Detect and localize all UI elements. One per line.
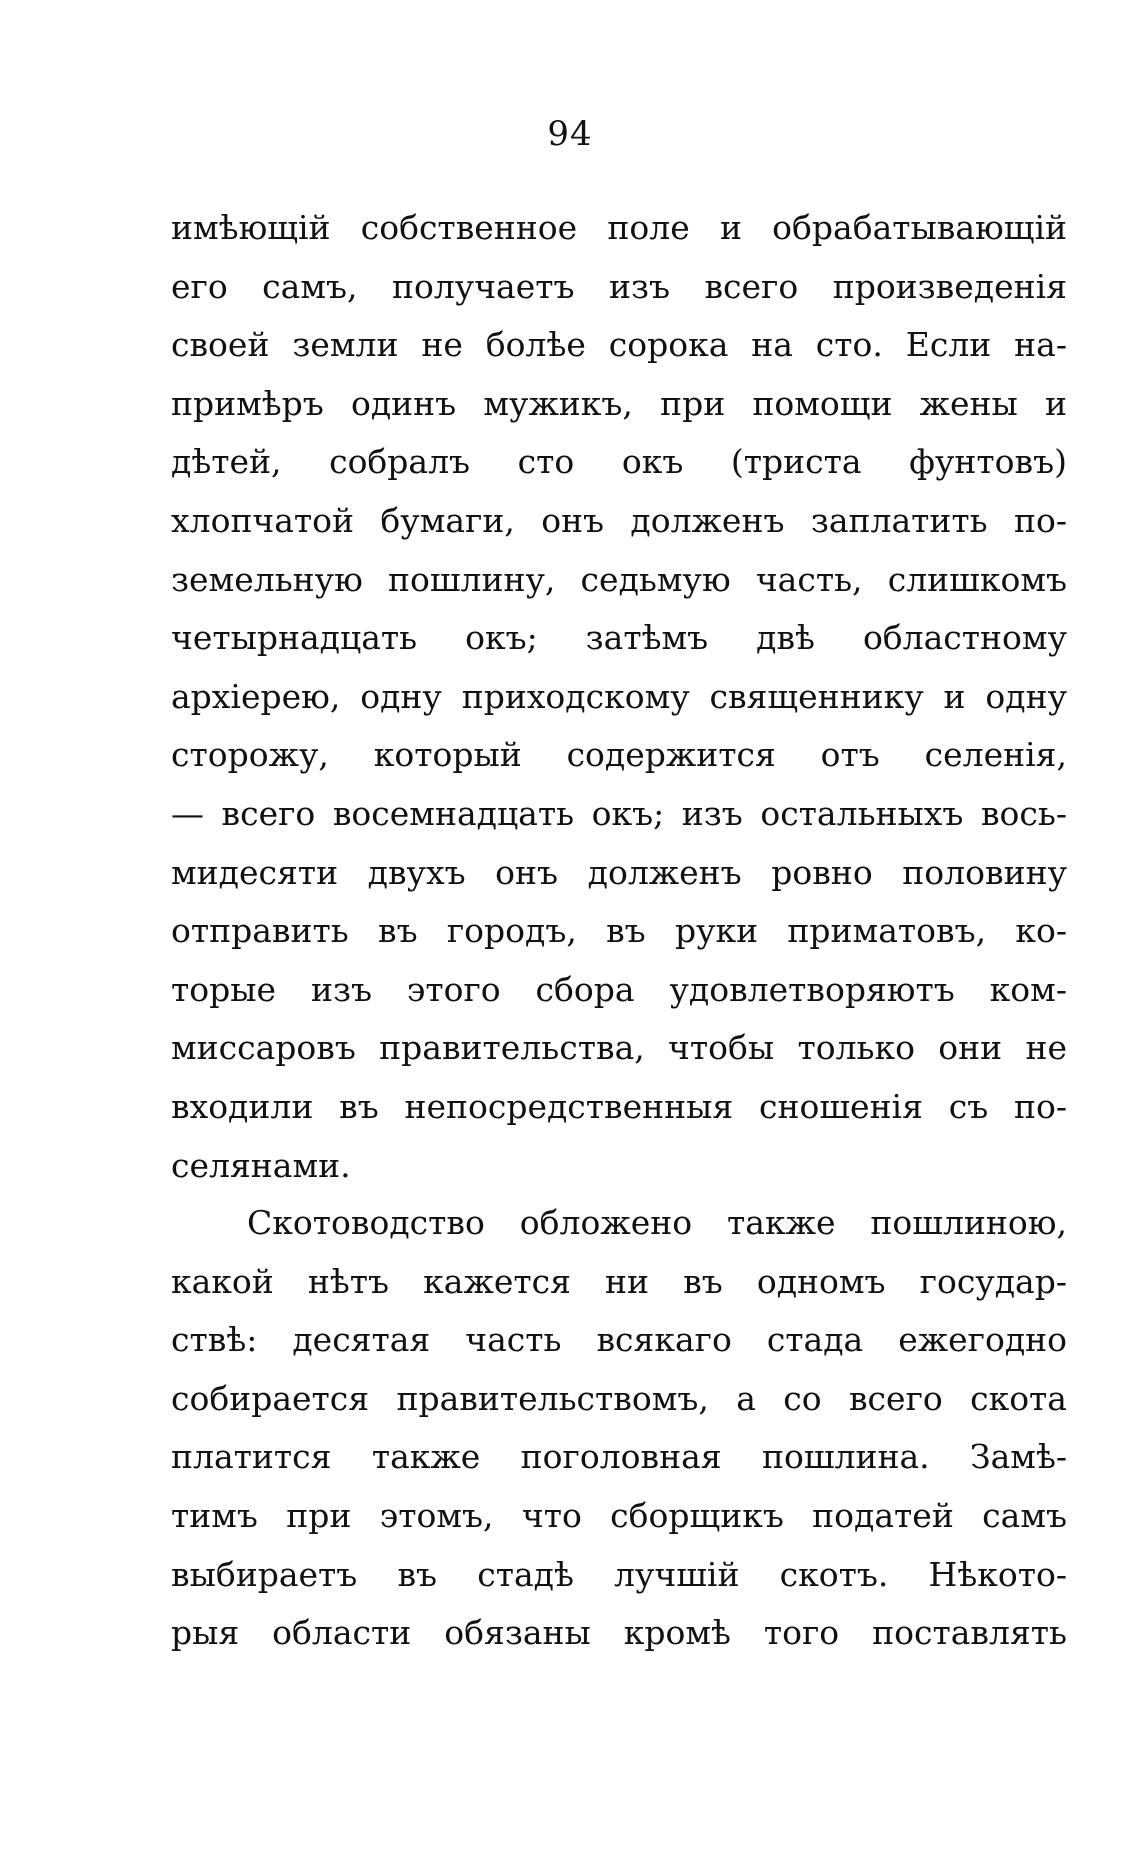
page-number: 94 [547,114,593,154]
text-line: архіерею, одну приходскому священнику и одну [171,676,1067,716]
text-line: ствѣ: десятая часть всякаго стада ежегодно [171,1320,1067,1360]
text-line: имѣющій собственное поле и обрабатывающій [171,208,1067,247]
text-line: дѣтей, собралъ сто окъ (триста фунтовъ) [171,442,1067,482]
text-line: выбираетъ въ стадѣ лучшій скотъ. Нѣкото- [171,1554,1067,1594]
text-line: собирается правительствомъ, а со всего скота [171,1378,1067,1418]
text-line: примѣръ одинъ мужикъ, при помощи жены и [171,383,1067,423]
text-line: платится также поголовная пошлина. Замѣ- [171,1437,1067,1477]
text-line: селянами. [171,1145,351,1185]
text-line: земельную пошлину, седьмую часть, слишкомъ [171,559,1067,599]
text-line: входили въ непосредственныя сношенія съ по- [171,1086,1067,1126]
text-line: Скотоводство обложено также пошлиною, [247,1203,1067,1242]
text-line: своей земли не болѣе сорока на сто. Если на- [171,325,1067,365]
text-line: отправить въ городъ, въ руки приматовъ, ко- [171,911,1067,951]
text-line: тимъ при этомъ, что сборщикъ податей самъ [171,1495,1067,1535]
text-line: четырнадцать окъ; затѣмъ двѣ областному [171,618,1067,658]
text-line: хлопчатой бумаги, онъ долженъ заплатить по- [171,500,1067,540]
paragraph-1 [171,199,1067,1195]
paragraph-2 [171,1194,1067,1663]
text-line: миссаровъ правительства, чтобы только они не [171,1028,1067,1068]
text-line: торые изъ этого сбора удовлетворяютъ ком- [171,969,1067,1009]
text-line: мидесяти двухъ онъ долженъ ровно половину [171,852,1067,892]
text-line: сторожу, который содержится отъ селенія, [171,735,1067,775]
text-line: его самъ, получаетъ изъ всего произведенія [171,266,1067,306]
text-line: какой нѣтъ кажется ни въ одномъ государ- [171,1261,1067,1301]
text-line: — всего восемнадцать окъ; изъ остальныхъ вось- [171,793,1067,833]
text-line: рыя области обязаны кромѣ того поставлять [171,1613,1067,1653]
